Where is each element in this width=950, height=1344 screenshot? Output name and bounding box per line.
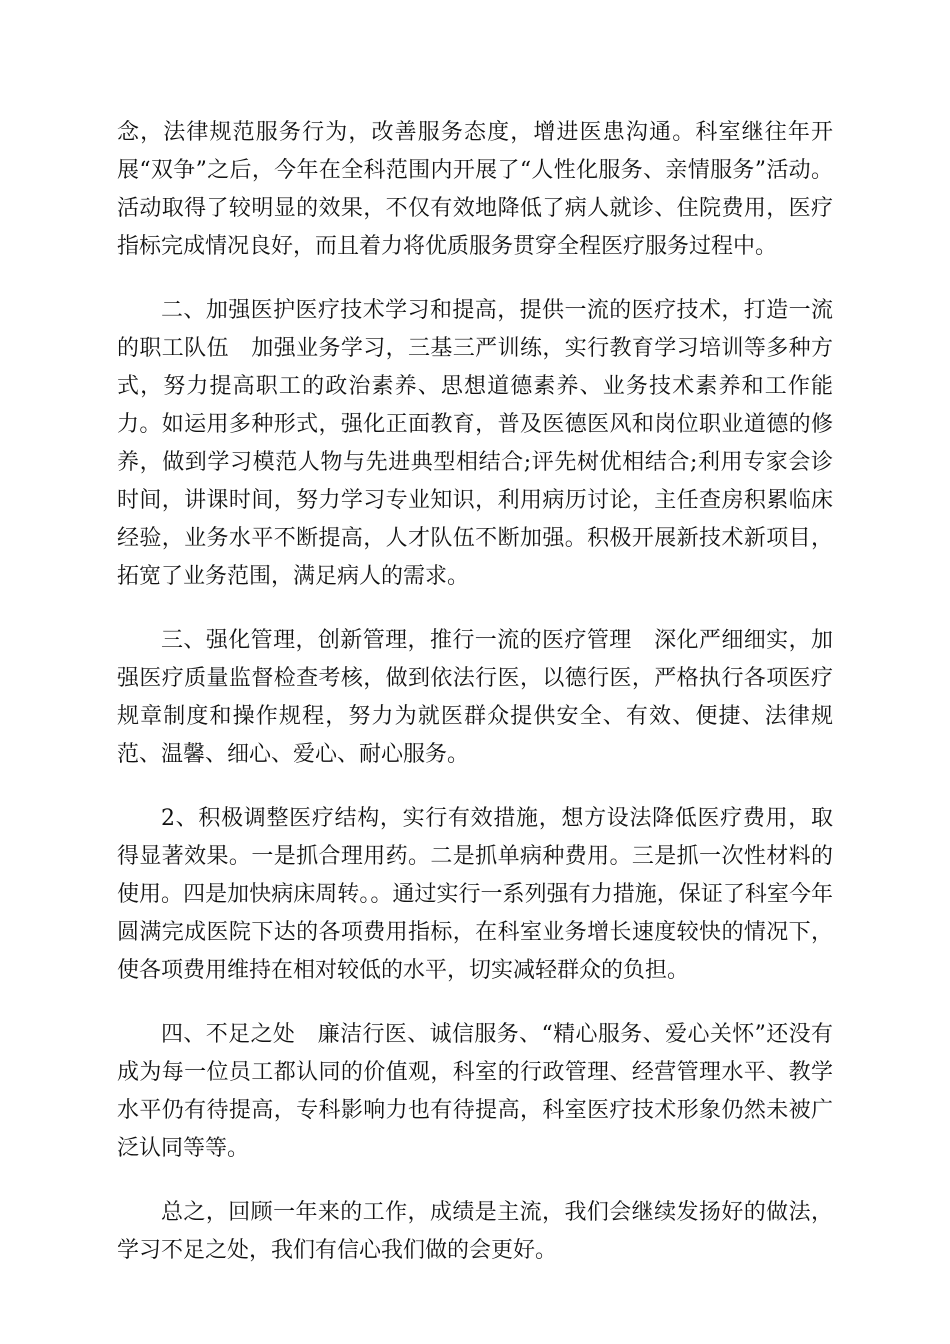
- paragraph-continuation: 念，法律规范服务行为，改善服务态度，增进医患沟通。科室继往年开展“双争”之后，今年在全科范围内开展了“人性化服务、亲情服务”活动。活动取得了较明显的效果，不仅有效地降低了病人就诊、住院费用，医疗指标完成情况良好，而且着力将优质服务贯穿全程医疗服务过程中。: [117, 120, 833, 259]
- paragraph-section-three: 三、强化管理，创新管理，推行一流的医疗管理 深化严细细实，加强医疗质量监督检查考核，做到依法行医，以德行医，严格执行各项医疗规章制度和操作规程，努力为就医群众提供安全、有效、便捷、法律规范、温馨、细心、爱心、耐心服务。: [117, 628, 833, 767]
- paragraph-section-four: 四、不足之处 廉洁行医、诚信服务、“精心服务、爱心关怀”还没有成为每一位员工都认同的价值观，科室的行政管理、经营管理水平、教学水平仍有待提高，专科影响力也有待提高，科室医疗技术形象仍然未被广泛认同等等。: [117, 1022, 833, 1161]
- document-body: [117, 114, 833, 1296]
- paragraph-section-two: 二、加强医护医疗技术学习和提高，提供一流的医疗技术，打造一流的职工队伍 加强业务学习，三基三严训练，实行教育学习培训等多种方式，努力提高职工的政治素养、思想道德素养、业务技术素养和工作能力。如运用多种形式，强化正面教育，普及医德医风和岗位职业道德的修养，做到学习模范人物与先进典型相结合;评先树优相结合;利用专家会诊时间，讲课时间，努力学习专业知识，利用病历讨论，主任查房积累临床经验，业务水平不断提高，人才队伍不断加强。积极开展新技术新项目，拓宽了业务范围，满足病人的需求。: [117, 298, 833, 589]
- paragraph-item-two: 2、积极调整医疗结构，实行有效措施，想方设法降低医疗费用，取得显著效果。一是抓合理用药。二是抓单病种费用。三是抓一次性材料的使用。四是加快病床周转。。通过实行一系列强有力措施，保证了科室今年圆满完成医院下达的各项费用指标，在科室业务增长速度较快的情况下，使各项费用维持在相对较低的水平，切实减轻群众的负担。: [117, 806, 833, 983]
- paragraph-conclusion: 总之，回顾一年来的工作，成绩是主流，我们会继续发扬好的做法，学习不足之处，我们有信心我们做的会更好。: [117, 1200, 833, 1263]
